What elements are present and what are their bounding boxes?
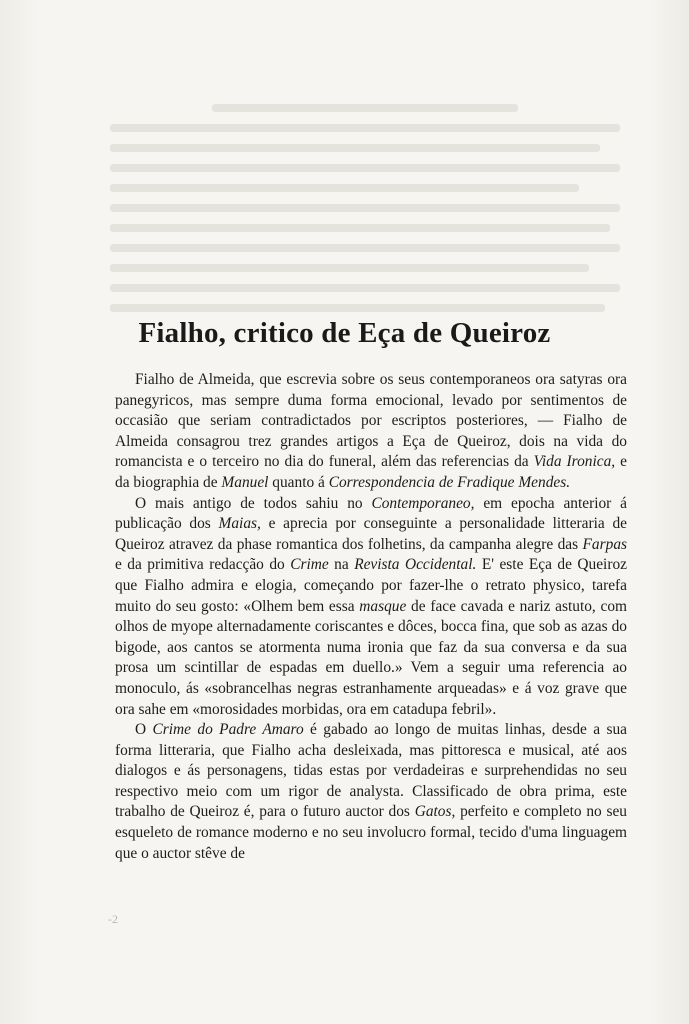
page-mark: -2: [108, 912, 118, 926]
text-run: é gabado ao longo de muitas linhas, desde a sua forma litteraria, que Fialho acha desleixada, mas pittoresca e musical, até aos dialogos e ás personagens, tidas estas por verdadeiras e surprehendidas no seu respectivo meio com um rigor de analysta. Classificado de obra prima, este trabalho de Queiroz é, para o futuro auctor dos: [115, 721, 628, 821]
text-run: e aprecia por conseguinte a personalidade litteraria de Queiroz atravez da phase romantica dos folhetins, da campanha alegre das: [115, 515, 628, 553]
italic-text: Farpas: [582, 535, 627, 553]
text-run: e da biographia de: [115, 453, 627, 491]
text-run: O mais antigo de todos sahiu no: [135, 494, 372, 512]
text-run: em epocha anterior á publicação dos: [115, 494, 627, 533]
text-run: E' este Eça de Queiroz que Fialho admira e elogia, começando por fazer-lhe o retrato physico, tarefa muito do seu gosto: «Olhem bem essa: [115, 556, 627, 615]
italic-text: Gatos,: [414, 803, 456, 821]
italic-text: Correspondencia de Fradique Mendes.: [328, 473, 571, 491]
italic-text: Manuel: [221, 473, 269, 491]
paragraph: [115, 494, 627, 721]
italic-text: Contemporaneo,: [371, 494, 475, 512]
bleed-through-text: [110, 92, 620, 324]
page-title: Fialho, critico de Eça de Queiroz: [138, 317, 551, 350]
italic-text: Vida Ironica,: [533, 453, 616, 471]
text-run: de face cavada e nariz astuto, com olhos de myope alternadamente coriscantes e dôces, bocca fina, que sob as azas do bigode, aos cantos se atormenta numa ironia que faz da sua conversa e da sua prosa um scintillar de espadas em duello.» Vem a seguir uma referencia ao monoculo, ás «sobrancelhas negras estranhamente arqueadas» e á voz grave que ora sahe em «morosidades morbidas, ora em catadupa febril».: [115, 597, 627, 718]
paragraph: [115, 720, 627, 864]
italic-text: Maias,: [218, 515, 261, 533]
italic-text: Crime do Padre Amaro: [152, 721, 304, 739]
text-run: quanto á: [268, 473, 329, 491]
italic-text: Crime: [290, 556, 329, 574]
italic-text: masque: [359, 597, 407, 615]
text-run: O: [135, 721, 153, 739]
text-run: Fialho de Almeida, que escrevia sobre os seus contemporaneos ora satyras ora panegyricos, mas sempre duma forma emocional, levado por sentimentos de occasião que seriam contradictados por escriptos posteriores, — Fialho de Almeida consagrou trez grandes artigos a Eça de Queiroz, dois na vida do romancista e o terceiro no dia do funeral, além das referencias da: [115, 371, 627, 471]
text-run: na: [328, 556, 355, 574]
paragraph: [115, 370, 627, 494]
article-body: [115, 370, 627, 864]
text-run: perfeito e completo no seu esqueleto de romance moderno e no seu involucro formal, tecido d'uma linguagem que o auctor stêve de: [115, 803, 628, 862]
italic-text: Revista Occidental.: [354, 556, 477, 574]
text-run: e da primitiva redacção do: [115, 556, 291, 574]
